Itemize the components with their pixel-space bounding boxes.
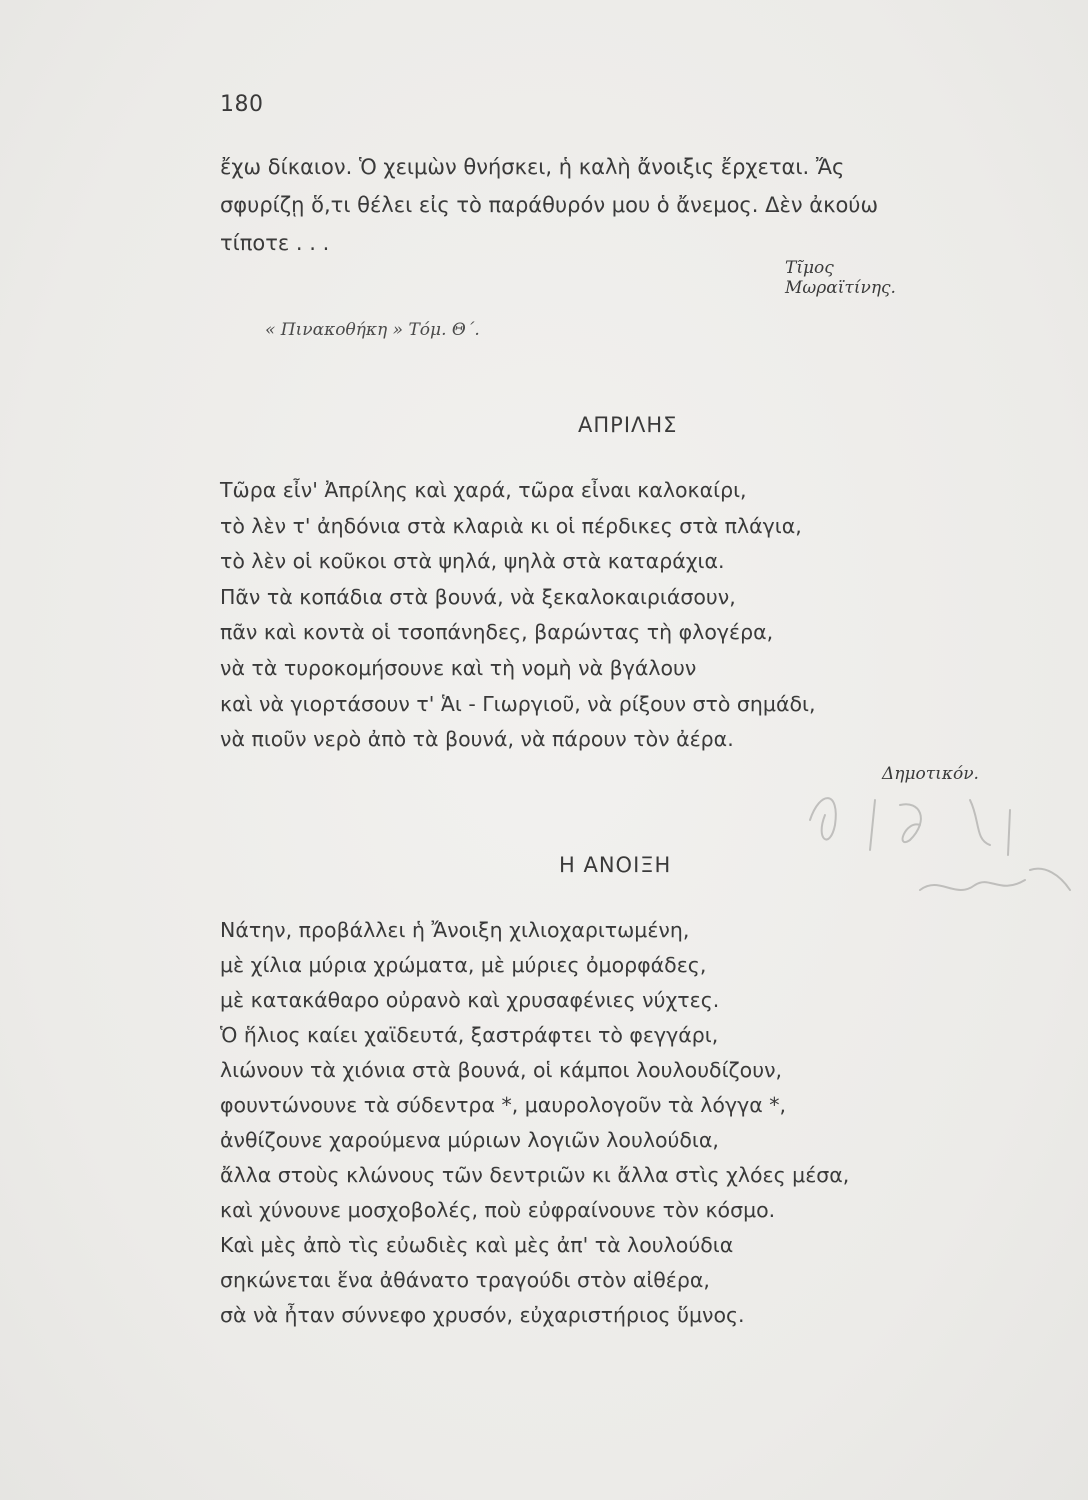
poem-line: Ὁ ἥλιος καίει χαϊδευτά, ξαστράφτει τὸ φεγγάρι,	[220, 1023, 719, 1047]
poem-line: ἄλλα στοὺς κλώνους τῶν δεντριῶν κι ἄλλα στὶς χλόες μέσα,	[220, 1163, 850, 1187]
poem-line: μὲ κατακάθαρο οὐρανὸ καὶ χρυσαφένιες νύχτες.	[220, 988, 720, 1012]
prose-source: « Πινακοθήκη » Τόμ. Θ΄.	[265, 320, 480, 340]
poem-line: Τῶρα εἶν' Ἀπρίλης καὶ χαρά, τῶρα εἶναι καλοκαίρι,	[220, 478, 747, 502]
poem-line: καὶ χύνουνε μοσχοβολές, ποὺ εὐφραίνουνε τὸν κόσμο.	[220, 1198, 776, 1222]
margin-scribble-icon	[780, 780, 1080, 920]
poem-line: μὲ χίλια μύρια χρώματα, μὲ μύριες ὀμορφάδες,	[220, 953, 707, 977]
poem-line: σὰ νὰ ἦταν σύννεφο χρυσόν, εὐχαριστήριος ὕμνος.	[220, 1303, 745, 1327]
page-number: 180	[220, 92, 264, 117]
poem-line: Καὶ μὲς ἀπὸ τὶς εὐωδιὲς καὶ μὲς ἀπ' τὰ λουλούδια	[220, 1233, 734, 1257]
poem-aprilis	[220, 478, 1080, 763]
poem-line: φουντώνουνε τὰ σύδεντρα *, μαυρολογοῦν τὰ λόγγα *,	[220, 1093, 787, 1117]
prose-line: τίποτε . . .	[220, 231, 330, 255]
poem-line: πᾶν καὶ κοντὰ οἱ τσοπάνηδες, βαρώντας τὴ φλογέρα,	[220, 620, 774, 645]
prose-paragraph	[220, 148, 1088, 262]
poem-line: ἀνθίζουνε χαρούμενα μύριων λογιῶν λουλούδια,	[220, 1128, 719, 1152]
poem-line: τὸ λὲν τ' ἀηδόνια στὰ κλαριὰ κι οἱ πέρδικες στὰ πλάγια,	[220, 513, 802, 538]
poem-title-aprilis: ΑΠΡΙΛΗΣ	[578, 413, 678, 437]
book-page: 180 ἔχω δίκαιον. Ὁ χειμὼν θνήσκει, ἡ καλὴ ἄνοιξις ἔρχεται. Ἄς σφυρίζῃ ὅ,τι θέλει εἰς τὸ παράθυρόν μου ὁ ἄνεμος. Δὲν ἀκούω τίποτε . . . Τῖμος Μωραϊτίνης. « Πινακοθήκη » Τόμ. Θ΄. ΑΠΡΙΛΗΣ Τῶρα εἶν' Ἀπρίλης καὶ χαρά, τῶρα εἶναι καλοκαίρι, τὸ λὲν τ' ἀηδόνια στὰ κλαριὰ κι οἱ πέρδικες στὰ πλάγια, τὸ λὲν οἱ κοῦκοι στὰ ψηλά, ψηλὰ στὰ καταράχια. Πᾶν τὰ κοπάδια στὰ βουνά, νὰ ξεκαλοκαιριάσουν, πᾶν καὶ κοντὰ οἱ τσοπάνηδες, βαρώντας τὴ φλογέρα, νὰ τὰ τυροκομήσουνε καὶ τὴ νομὴ νὰ βγάλουν καὶ νὰ γιορτάσουν τ' Ἁι - Γιωργιοῦ, νὰ ρίξουν στὸ σημάδι, νὰ πιοῦν νερὸ ἀπὸ τὰ βουνά, νὰ πάρουν τὸν ἀέρα. Δημοτικόν. Η ΑΝΟΙΞΗ Νάτην, προβάλλει ἡ Ἄνοιξη χιλιοχαριτωμένη, μὲ χίλια μύρια χρώματα, μὲ μύριες ὀμορφάδες, μὲ κατακάθαρο οὐρανὸ καὶ χρυσαφένιες νύχτες. Ὁ ἥλιος καίει χαϊδευτά, ξαστράφτει τὸ φεγγάρι, λιώνουν τὰ χιόνια στὰ βουνά, οἱ κάμποι λουλουδίζουν, φουντώνουνε τὰ σύδεντρα *, μαυρολογοῦν τὰ λόγγα *, ἀνθίζουνε χαρούμενα μύριων λογιῶν λουλούδια, ἄλλα στοὺς κλώνους τῶν δεντριῶν κι ἄλλα στὶς χλόες μέσα, καὶ χύνουνε μοσχοβολές, ποὺ εὐφραίνουνε τὸν κόσμο. Καὶ μὲς ἀπὸ τὶς εὐωδιὲς καὶ μὲς ἀπ' τὰ λουλούδια σηκώνεται ἕνα ἀθάνατο τραγούδι στὸν αἰθέρα, σὰ νὰ ἦταν σύννεφο χρυσόν, εὐχαριστήριος ὕμνος.	[0, 0, 1088, 1500]
poem-line: σηκώνεται ἕνα ἀθάνατο τραγούδι στὸν αἰθέρα,	[220, 1268, 710, 1292]
poem-line: τὸ λὲν οἱ κοῦκοι στὰ ψηλά, ψηλὰ στὰ καταράχια.	[220, 549, 725, 574]
poem-line: Πᾶν τὰ κοπάδια στὰ βουνά, νὰ ξεκαλοκαιριάσουν,	[220, 584, 736, 609]
poem-line: νὰ πιοῦν νερὸ ἀπὸ τὰ βουνά, νὰ πάρουν τὸν ἀέρα.	[220, 727, 734, 752]
prose-line: σφυρίζῃ ὅ,τι θέλει εἰς τὸ παράθυρόν μου ὁ ἄνεμος. Δὲν ἀκούω	[220, 193, 879, 217]
poem-line: Νάτην, προβάλλει ἡ Ἄνοιξη χιλιοχαριτωμένη,	[220, 918, 690, 942]
poem-line: λιώνουν τὰ χιόνια στὰ βουνά, οἱ κάμποι λουλουδίζουν,	[220, 1058, 783, 1082]
poem-title-anoixi: Η ΑΝΟΙΞΗ	[559, 853, 672, 877]
poem-anoixi	[220, 918, 1080, 1338]
prose-line: ἔχω δίκαιον. Ὁ χειμὼν θνήσκει, ἡ καλὴ ἄνοιξις ἔρχεται. Ἄς	[220, 155, 845, 179]
poem-line: καὶ νὰ γιορτάσουν τ' Ἁι - Γιωργιοῦ, νὰ ρίξουν στὸ σημάδι,	[220, 691, 816, 716]
poem-line: νὰ τὰ τυροκομήσουνε καὶ τὴ νομὴ νὰ βγάλουν	[220, 655, 697, 680]
